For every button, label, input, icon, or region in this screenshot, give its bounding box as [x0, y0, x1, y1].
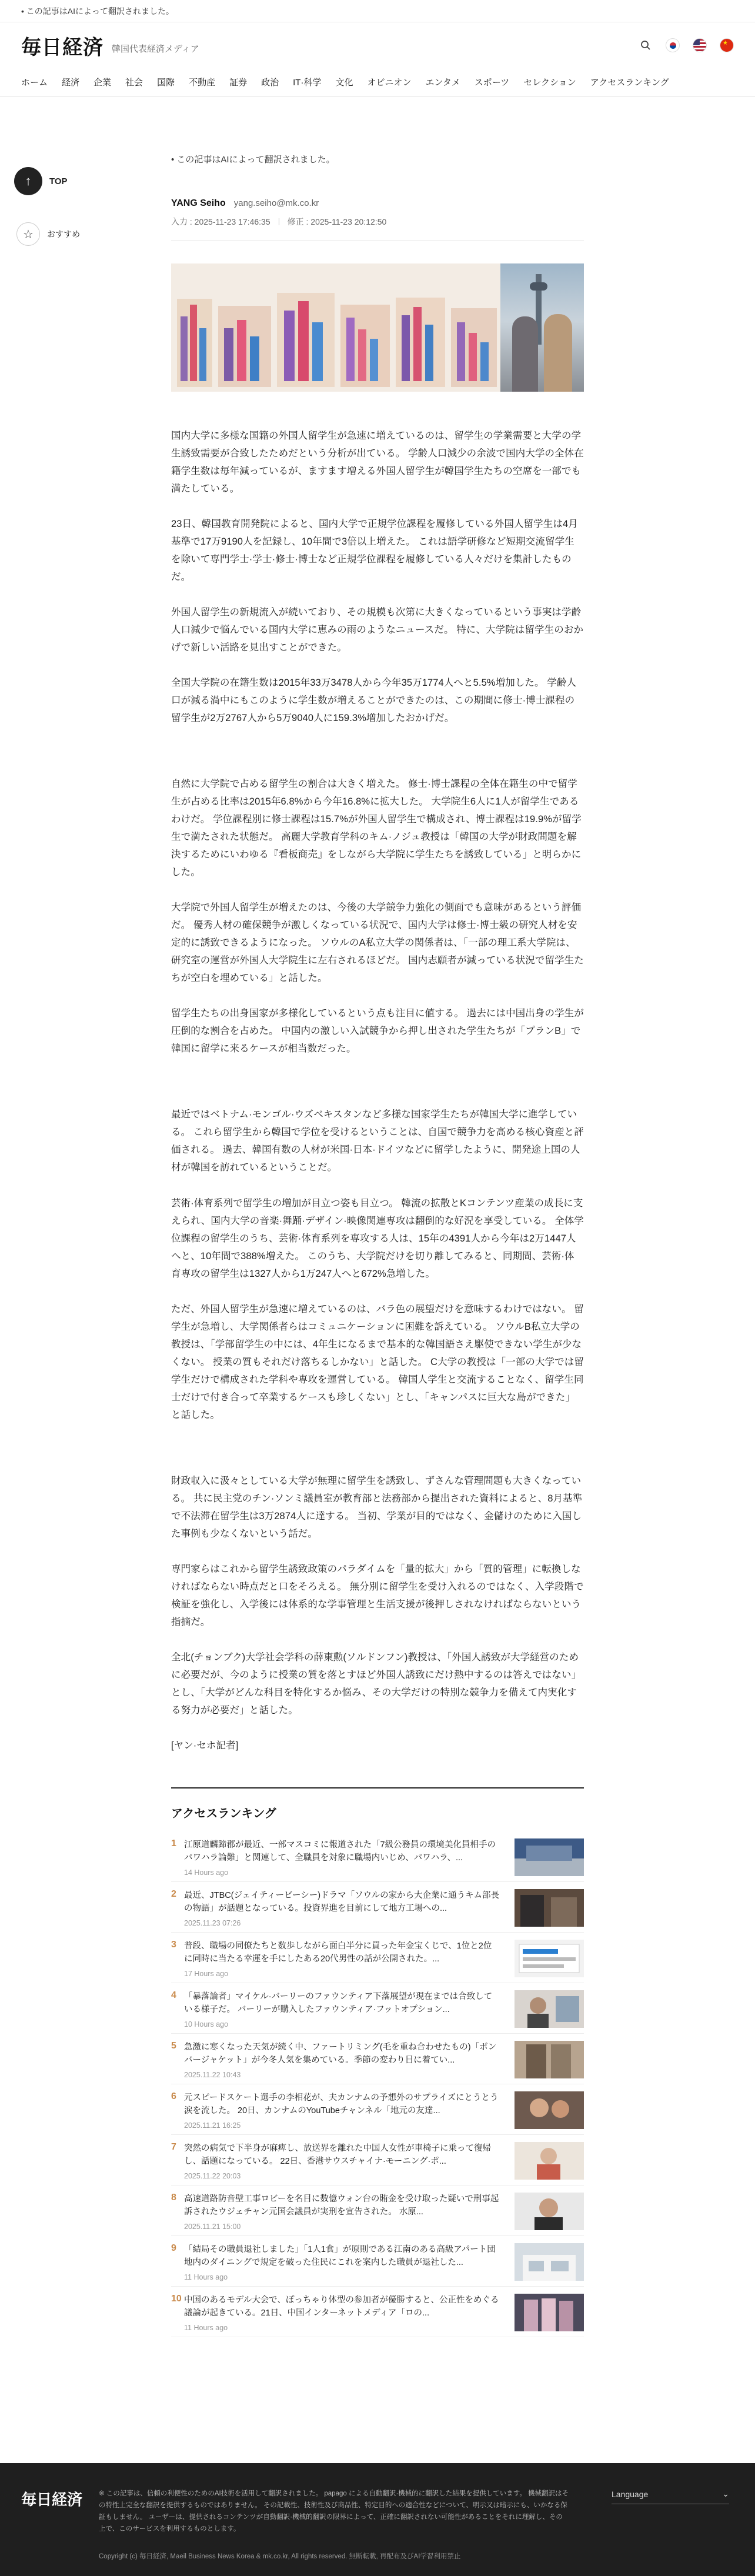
ranking-time: 2025.11.21 15:00	[184, 2222, 241, 2231]
flag-cn-icon[interactable]	[720, 38, 734, 52]
ranking-number: 7	[171, 2141, 176, 2152]
ranking-number: 8	[171, 2192, 176, 2203]
ranking-thumbnail[interactable]	[515, 2041, 584, 2078]
site-header	[0, 22, 755, 68]
ranking-time: 11 Hours ago	[184, 2273, 228, 2281]
nav-item-sports[interactable]: スポーツ	[474, 78, 510, 88]
nav-item-stocks[interactable]: 証券	[229, 78, 248, 88]
article-paragraph: 自然に大学院で占める留学生の割合は大きく増えた。 修士·博士課程の全体在籍生の中で留学生が占める比率は2015年6.8%から今年16.8%に拡大した。 大学院生6人に1人が留学生であるわけだ。 学位課程別に修士課程は15.7%が外国人留学生で構成され、博士課程は19.9%が留学生で満たされた状態だ。 高麗大学教育学科のキム·ノジュ教授は「韓国の大学が財政問題を解決するためにいわゆる『看板商売』をしながら大学院に学生たちを誘致している」と明らかにした。	[171, 779, 582, 878]
ranking-headline[interactable]: 普段、職場の同僚たちと数歩しながら面白半分に買った年金宝くじで、1位と2位に同時に当たる幸運を手にしたある20代男性の話が公開された。...	[184, 1941, 492, 1964]
ranking-item[interactable]	[171, 1882, 584, 1933]
ranking-headline[interactable]: 「暴落論者」マイケル·バーリーのファウンティア下落展望が現在までは合致している様子だ。 バーリーが購入したファウンティア·フットオプション...	[184, 1991, 493, 2015]
chevron-down-icon: ⌄	[722, 2489, 729, 2498]
nav-item-world[interactable]: 国際	[157, 78, 175, 88]
nav-item-economy[interactable]: 経済	[62, 78, 80, 88]
article-paragraph: ただ、外国人留学生が急速に増えているのは、バラ色の展望だけを意味するわけではない。 留学生が急増し、大学関係者らはコミュニケーションに困難を訴えている。 ソウルB私立大学の教授は、「学部留学生の中には、4年生になるまで基本的な韓国語さえ駆使できない学生が少なくない。 授業の質もそれだけ落ちるしかない」と話した。 C大学の教授は「一部の大学では留学生だけで構成された学科や専攻を運営している。 韓国人学生と交流することなく、留学生同士だけで付き合って卒業するケースも珍しくない」とし、「キャンパスに巨大な島ができた」と話した。	[171, 1303, 584, 1420]
flag-kr-icon[interactable]	[666, 38, 680, 52]
side-floating-menu	[14, 167, 85, 273]
article-dates	[171, 216, 584, 228]
ranking-item[interactable]	[171, 2135, 584, 2185]
site-subbrand: 韓国代表経済メディア	[112, 44, 199, 54]
ranking-item[interactable]	[171, 1831, 584, 1882]
ranking-thumbnail[interactable]	[515, 2294, 584, 2331]
nav-item-opinion[interactable]: オピニオン	[367, 78, 412, 88]
nav-item-society[interactable]: 社会	[125, 78, 143, 88]
ranking-title: アクセスランキング	[171, 1807, 276, 1820]
ranking-number: 4	[171, 1990, 176, 2000]
ranking-thumbnail[interactable]	[515, 2193, 584, 2230]
ranking-thumbnail[interactable]	[515, 2091, 584, 2129]
article-paragraph: 全国大学院の在籍生数は2015年33万3478人から今年35万1774人へと5.5%増加した。 学齢人口が減る渦中にもこのように学生数が増えることができたのは、この期間に修士·博士課程の留学生が2万2767人から5万9040人に159.3%増加したおかげだ。	[171, 678, 577, 724]
search-icon[interactable]	[639, 38, 653, 52]
ranking-number: 10	[171, 2293, 182, 2304]
footer-copyright: Copyright (c) 毎日経済, Maeil Business News Korea & mk.co.kr, All rights reserved. 無断転載, 再配布及びAI学習利用禁止	[99, 2553, 461, 2560]
ranking-headline[interactable]: 突然の病気で下半身が麻痺し、放送界を離れた中国人女性が車椅子に乗って復帰し、話題になっている。 22日、香港サウスチャイナ·モーニング·ポ...	[184, 2143, 491, 2167]
header-tools	[639, 38, 734, 52]
ranking-item[interactable]	[171, 2084, 584, 2135]
article-hero-image	[171, 263, 584, 392]
ranking-item[interactable]	[171, 2236, 584, 2287]
ranking-headline[interactable]: 江原道麟蹄郡が最近、一部マスコミに報道された「7級公務員の環境美化員相手のパワハラ論難」と関連して、全職員を対象に職場内いじめ、パワハラ、...	[184, 1840, 496, 1863]
recommend-button[interactable]	[14, 222, 85, 246]
ranking-item[interactable]	[171, 2287, 584, 2337]
ranking-headline[interactable]: 中国のあるモデル大会で、ぽっちゃり体型の参加者が優勝すると、公正性をめぐる議論が起きている。21日、中国インターネットメディア「ロの...	[184, 2295, 499, 2318]
scroll-top-button[interactable]	[14, 167, 85, 195]
published-date: 入力 : 2025-11-23 17:46:35	[171, 217, 270, 226]
ranking-item[interactable]	[171, 1983, 584, 2034]
nav-item-ranking[interactable]: アクセスランキング	[590, 78, 669, 88]
students-photo	[500, 263, 584, 392]
ranking-headline[interactable]: 高速道路防音壁工事ロビーを名目に数億ウォン台の賄金を受け取った疑いで刑事起訴されたウジェチャン元国会議員が実刑を宣告された。 水原...	[184, 2194, 499, 2217]
byline	[171, 198, 584, 209]
ranking-thumbnail[interactable]	[515, 1940, 584, 1977]
nav-item-home[interactable]: ホーム	[21, 78, 48, 88]
ranking-time: 2025.11.23 07:26	[184, 1918, 241, 1927]
ranking-number: 5	[171, 2040, 176, 2051]
nav-item-business[interactable]: 企業	[93, 78, 112, 88]
article-paragraph: 留学生たちの出身国家が多様化しているという点も注目に値する。 過去には中国出身の学生が圧倒的な割合を占めた。 中国内の激しい入試競争から押し出された学生たちが「プランB」で韓国に留学に来るケースが相当数だった。	[171, 1008, 584, 1055]
nav-item-culture[interactable]: 文化	[335, 78, 353, 88]
ranking-time: 17 Hours ago	[184, 1969, 229, 1978]
article-paragraph: 専門家らはこれから留学生誘致政策のパラダイムを「量的拡大」から「質的管理」に転換しなければならない時点だと口をそろえる。 無分別に留学生を受け入れるのではなく、入学段階で検証を強化し、入学後には体系的な学事管理と生活支援が後押しされなければならないという指摘だ。	[171, 1563, 584, 1627]
ranking-item[interactable]	[171, 1933, 584, 1983]
ranking-thumbnail[interactable]	[515, 1990, 584, 2028]
recommend-label: おすすめ	[47, 229, 81, 239]
ranking-headline[interactable]: 最近、JTBC(ジェイティービーシー)ドラマ「ソウルの家から大企業に通うキム部長の物語」が話題となっている。投資界進を目前にして地方工場への...	[184, 1890, 500, 1914]
star-icon: ☆	[16, 222, 40, 246]
language-select[interactable]	[612, 2484, 729, 2504]
ranking-thumbnail[interactable]	[515, 2243, 584, 2281]
article-paragraph: 最近ではベトナム·モンゴル·ウズベキスタンなど多様な国家学生たちが韓国大学に進学している。 これら留学生から韓国で学位を受けるということは、自国で競争力を高める核心資産と評価される。 過去、韓国有数の人材が米国·日本·ドイツなどに留学したように、開発途上国の人材が韓国を訪れているということだ。	[171, 1109, 584, 1173]
site-logo[interactable]: 毎日経済	[21, 35, 103, 59]
footer-logo[interactable]: 毎日経済	[21, 2491, 83, 2509]
article-paragraph: 財政収入に汲々としている大学が無理に留学生を誘致し、ずさんな管理問題も大きくなっている。 共に民主党のチン·ソンミ議員室が教育部と法務部から提出された資料によると、8月基準で不法滞在留学生は3万2874人に達する。 当初、学業が目的ではなく、金儲けのために入国した事例も少なくないという話だ。	[171, 1475, 583, 1539]
footer-translation-notice: ※ この記事は、信頼の利便性のためのAI技術を活用して翻訳されました。 papago による自動翻訳·機械的に翻訳した結果を提供しています。 機械翻訳はその特性上完全な翻訳を提供するものではありません。 その記載性、技術性及び商品性、特定目的への適合性などについて、明示又は暗示にも、いかなる保証もしません。 ユーザーは、提供されるコンテンツが自動翻訳·機械的翻訳の限界によって、正確に翻訳されない可能性があることをそれに理解し、その上で、このサービスを利用するものとします。	[99, 2490, 569, 2533]
article	[171, 96, 584, 2337]
nav-item-selection[interactable]: セレクション	[523, 78, 576, 88]
article-paragraph: 23日、韓国教育開発院によると、国内大学で正規学位課程を履修している外国人留学生は4月基準で17万9190人を記録し、10年間で3倍以上増えた。 これは語学研修など短期交流留学生を除いて専門学士·学士·修士·博士など正規学位課程を履修している人々だけを集計したものだ。	[171, 519, 578, 583]
author-email[interactable]: yang.seiho@mk.co.kr	[233, 198, 319, 208]
ranking-number: 6	[171, 2091, 176, 2101]
ranking-thumbnail[interactable]	[515, 1889, 584, 1927]
flag-us-icon[interactable]	[693, 38, 707, 52]
nav-item-it-science[interactable]: IT·科学	[293, 78, 322, 88]
ranking-item[interactable]	[171, 2034, 584, 2084]
ranking-headline[interactable]: 急激に寒くなった天気が続く中、ファートリミング(毛を重ね合わせたもの)「ボンバージャケット」が今冬人気を集めている。季節の変わり目に着てい...	[184, 2042, 497, 2066]
main-nav	[0, 68, 755, 96]
ranking-thumbnail[interactable]	[515, 2142, 584, 2180]
ranking-number: 3	[171, 1939, 176, 1950]
ranking-thumbnail[interactable]	[515, 1838, 584, 1876]
article-paragraph: 外国人留学生の新規流入が続いており、その規模も次第に大きくなっているという事実は学齢人口減少で悩んでいる国内大学に恵みの雨のようなニュースだ。 特に、大学院は留学生のおかげで新しい活路を見出すことができた。	[171, 607, 584, 653]
ranking-time: 11 Hours ago	[184, 2323, 228, 2332]
author-name[interactable]: YANG Seiho	[171, 198, 226, 208]
ranking-time: 2025.11.21 16:25	[184, 2121, 241, 2130]
ranking-number: 9	[171, 2243, 176, 2253]
student-figure	[544, 314, 572, 392]
modified-date: 修正 : 2025-11-23 20:12:50	[287, 217, 387, 226]
ranking-number: 2	[171, 1888, 176, 1899]
article-ai-note: • この記事はAIによって翻訳されました。	[171, 155, 335, 165]
language-label: Language	[612, 2489, 649, 2499]
article-paragraph: 国内大学に多様な国籍の外国人留学生が急速に増えているのは、留学生の学業需要と大学の学生誘致需要が合致したためだという分析が出ている。 学齢人口減少の余波で国内大学の全体在籍学生数は毎年減っているが、ますます増える外国人留学生が韓国学生たちの空席を一部でも満たしている。	[171, 431, 584, 495]
ai-translation-notice: • この記事はAIによって翻訳されました。	[0, 0, 755, 22]
infographic-image	[171, 263, 500, 392]
article-paragraph: 全北(チョンブク)大学社会学科の薛東勲(ソルドンフン)教授は、「外国人誘致が大学経営のために必要だが、今のように授業の質を落とすほど外国人誘致にだけ熱中するのは答えではない」とし、「大学がどんな科目を特化するか悩み、その大学だけの特別な競争力を備えて内実化する努力が必要だ」と話した。	[171, 1651, 582, 1716]
site-footer	[0, 2463, 755, 2576]
nav-item-politics[interactable]: 政治	[261, 78, 279, 88]
access-ranking	[171, 1787, 584, 2337]
reporter-credit: [ヤン·セホ記者]	[171, 1740, 239, 1751]
ranking-time: 2025.11.22 20:03	[184, 2171, 241, 2180]
ranking-time: 2025.11.22 10:43	[184, 2070, 241, 2079]
top-label: TOP	[49, 176, 68, 186]
nav-item-realestate[interactable]: 不動産	[189, 78, 216, 88]
ranking-time: 10 Hours ago	[184, 2020, 229, 2028]
ranking-number: 1	[171, 1838, 176, 1848]
ranking-time: 14 Hours ago	[184, 1868, 229, 1877]
article-paragraph: 芸術·体育系列で留学生の増加が目立つ姿も目立つ。 韓流の拡散とKコンテンツ産業の成長に支えられ、国内大学の音楽·舞踊·デザイン·映像関連専攻は翻倒的な好況を享受している。 全体学位課程の留学生のうち、芸術·体育系列を専攻する人は、15年の4391人から今年は2万1447人へと、10年間で388%増えた。 このうち、大学院だけを切り離してみると、同期間、芸術·体育専攻の留学生は1327人から1万247人へと672%急増した。	[171, 1197, 584, 1279]
ranking-headline[interactable]: 元スピードスケート選手の李相花が、夫カンナムの予想外のサプライズにとうとう涙を流した。 20日、カンナムのYouTubeチャンネル「地元の友達...	[184, 2093, 499, 2116]
arrow-up-icon: ↑	[14, 167, 42, 195]
student-figure	[512, 316, 538, 392]
ranking-item[interactable]	[171, 2185, 584, 2236]
ranking-headline[interactable]: 「結局その職員退社しました」「1人1食」が原則である江南のある高級アパート団地内のダイニングで規定を破った住民にこれを案内した職員が退社した...	[184, 2244, 496, 2268]
article-paragraph: 大学院で外国人留学生が増えたのは、今後の大学競争力強化の側面でも意味があるという評価だ。 優秀人材の確保競争が激しくなっている状況で、国内大学は修士·博士級の研究人材を安定的に誘致できるようになった。 ソウルのA私立大学の関係者は、「一部の理工系大学院は、研究室の運営が外国人大学院生に左右されるほどだ。 国内志願者が減っている状況で留学生たちが空白を埋めている」と話した。	[171, 902, 584, 984]
article-body	[171, 427, 584, 1754]
nav-item-entertainment[interactable]: エンタメ	[425, 78, 460, 88]
